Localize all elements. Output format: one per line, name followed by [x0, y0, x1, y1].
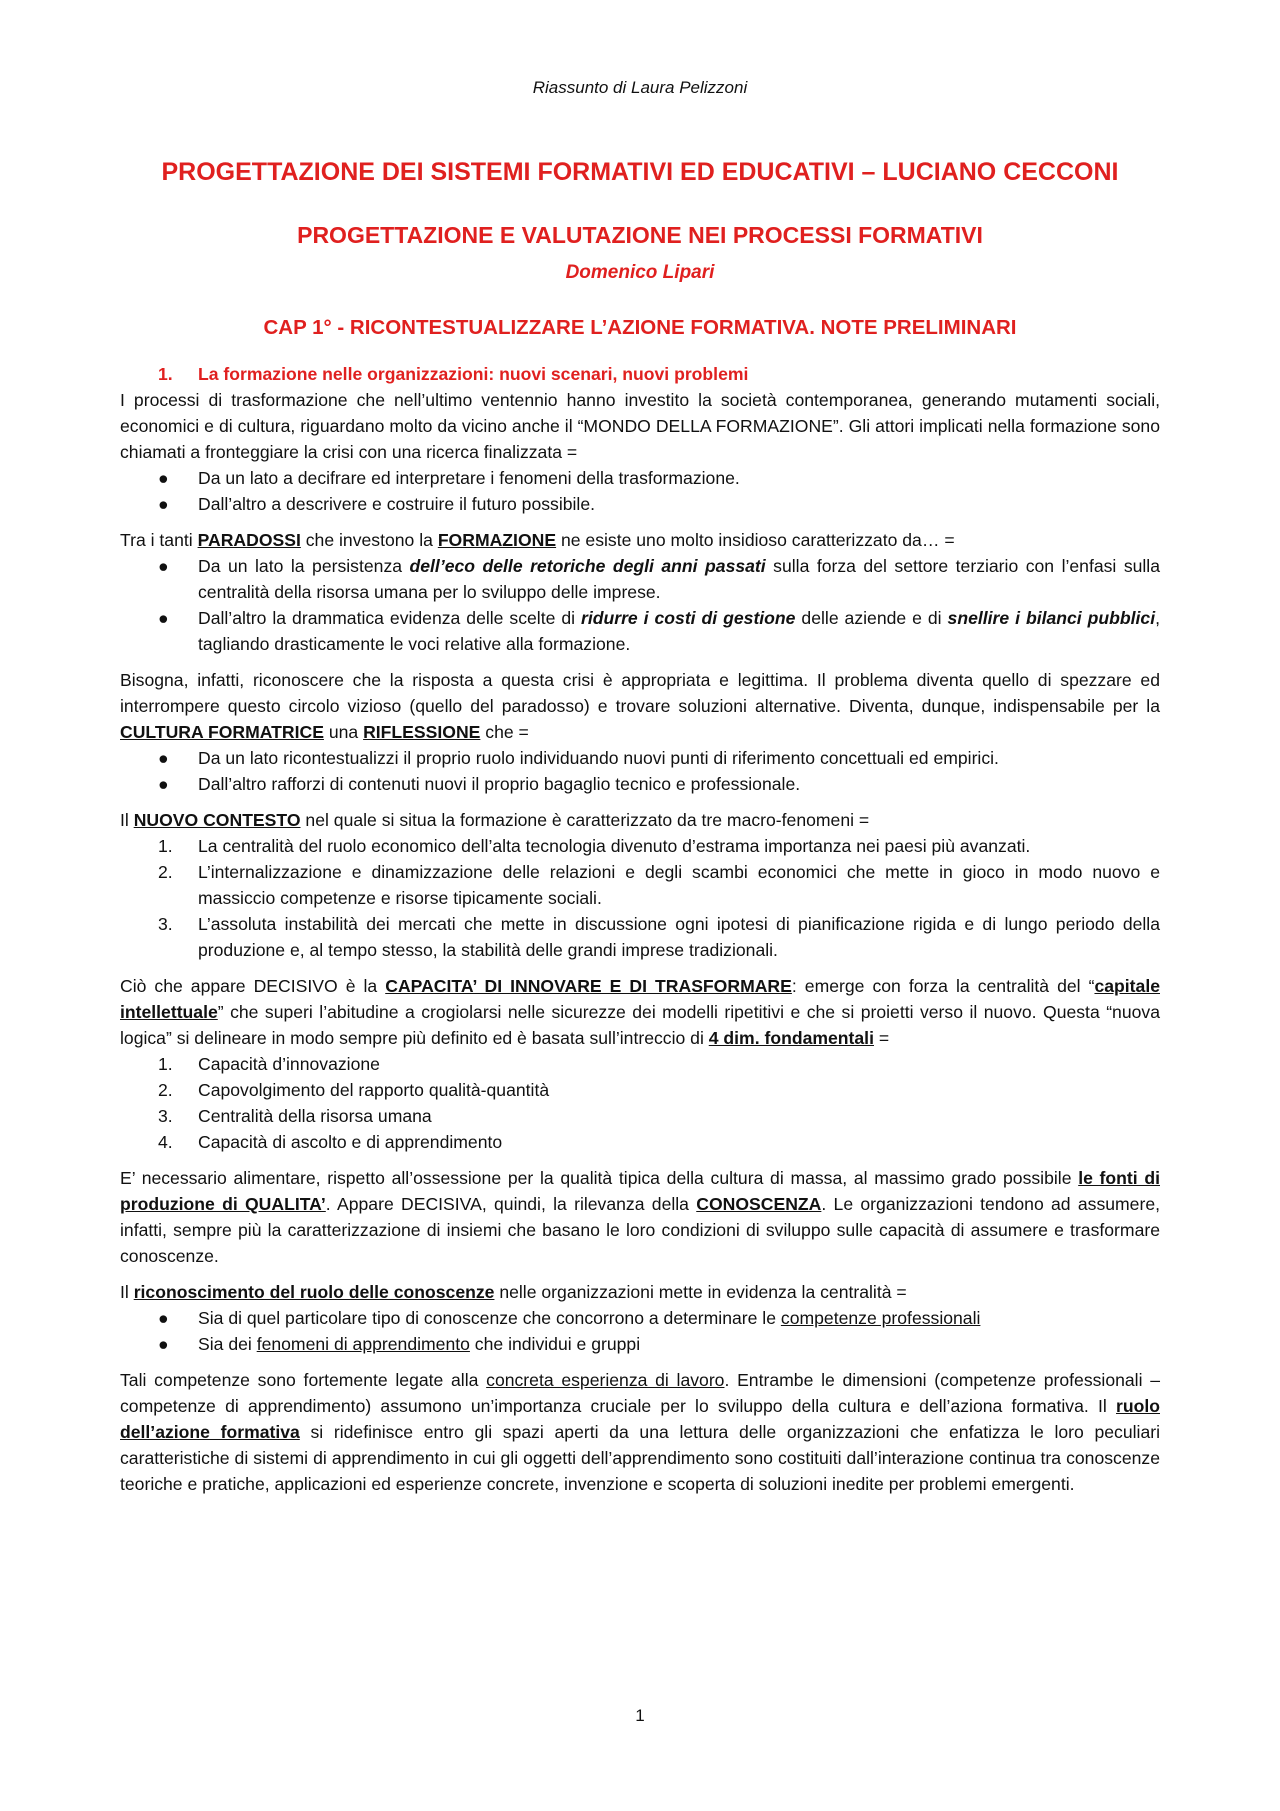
list-item: ● Sia di quel particolare tipo di conoscenze che concorrono a determinare le competenze professionali — [120, 1305, 1160, 1331]
paragraph-3: Bisogna, infatti, riconoscere che la risposta a questa crisi è appropriata e legittima. Il problema diventa quello di spezzare ed interrompere questo circolo vizioso (quello del paradosso) e trovare soluzioni alternative. Diventa, dunque, indispensabile per la CULTURA FORMATRICE una RIFLESSIONE che = — [120, 670, 1160, 742]
bullet-icon: ● — [158, 608, 169, 628]
running-header: Riassunto di Laura Pelizzoni — [532, 78, 748, 97]
numbered-list-2 — [120, 1051, 1160, 1155]
list-item: ● Da un lato a decifrare ed interpretare i fenomeni della trasformazione. — [120, 465, 1160, 491]
paragraph-2: Tra i tanti PARADOSSI che investono la FORMAZIONE ne esiste uno molto insidioso caratterizzato da… = — [120, 530, 955, 550]
author-name: Domenico Lipari — [565, 262, 715, 283]
section-number: 1. — [158, 364, 173, 384]
list-item: ● Da un lato ricontestualizzi il proprio ruolo individuando nuovi punti di riferimento concettuali ed empirici. — [120, 745, 1160, 771]
paragraph-6: E’ necessario alimentare, rispetto all’ossessione per la qualità tipica della cultura di massa, al massimo grado possibile le fonti di produzione di QUALITA’. Appare DECISIVA, quindi, la rilevanza della CONOSCENZA. Le organizzazioni tendono ad assumere, infatti, sempre più la caratterizzazione di insiemi che basano le loro condizioni di sviluppo sulle capacità di assumere e trasformare conoscenze. — [120, 1168, 1161, 1266]
paragraph-4: Il NUOVO CONTESTO nel quale si situa la formazione è caratterizzato da tre macro-fenomeni = — [120, 810, 870, 830]
bullet-icon: ● — [158, 748, 169, 768]
bullet-list-2 — [120, 553, 1160, 657]
section-heading — [120, 361, 1160, 387]
list-item: 1. Capacità d’innovazione — [158, 1054, 380, 1074]
document-page — [120, 0, 1160, 1811]
paragraph-5: Ciò che appare DECISIVO è la CAPACITA’ DI INNOVARE E DI TRASFORMARE: emerge con forza la centralità del “capitale intellettuale” che superi l’abitudine a crogiolarsi nelle sicurezze dei modelli ripetitivi e che si proietti verso il nuovo. Questa “nuova logica” si delineare in modo sempre più definito ed è basata sull’intreccio di 4 dim. fondamentali = — [120, 976, 1160, 1048]
document-body — [120, 361, 1160, 1497]
paragraph-1: I processi di trasformazione che nell’ultimo ventennio hanno investito la società contemporanea, generando mutamenti sociali, economici e di cultura, riguardano molto da vicino anche il “MONDO DELLA FORMAZIONE”. Gli attori implicati nella formazione sono chiamati a fronteggiare la crisi con una ricerca finalizzata = — [120, 390, 1160, 462]
paragraph-8: Tali competenze sono fortemente legate alla concreta esperienza di lavoro. Entrambe le dimensioni (competenze professionali – competenze di apprendimento) assumono un’importanza cruciale per lo sviluppo della cultura e dell’aziona formativa. Il ruolo dell’azione formativa si ridefinisce entro gli spazi aperti da una lettura delle organizzazioni che enfatizza le loro peculiari caratteristiche di sistemi di apprendimento in cui gli oggetti dell’apprendimento sono costituiti dall’interazione continua tra conoscenze teoriche e pratiche, applicazioni ed esperienze concrete, invenzione e scoperta di soluzioni inedite per problemi emergenti. — [120, 1370, 1161, 1494]
bullet-icon: ● — [158, 1334, 169, 1354]
list-item: 3. L’assoluta instabilità dei mercati che mette in discussione ogni ipotesi di pianificazione rigida e di lungo periodo della produzione e, al tempo stesso, la stabilità delle grandi imprese tradizionali. — [158, 914, 1160, 960]
list-item: ● Dall’altro rafforzi di contenuti nuovi il proprio bagaglio tecnico e professionale. — [120, 771, 1160, 797]
bullet-list-1 — [120, 465, 1160, 517]
list-item: ● Dall’altro a descrivere e costruire il futuro possibile. — [120, 491, 1160, 517]
main-title: PROGETTAZIONE DEI SISTEMI FORMATIVI ED EDUCATIVI – LUCIANO CECCONI — [161, 158, 1119, 186]
list-item: 3. Centralità della risorsa umana — [158, 1106, 432, 1126]
list-item: 2. Capovolgimento del rapporto qualità-quantità — [158, 1080, 550, 1100]
bullet-list-3 — [120, 745, 1160, 797]
bullet-icon: ● — [158, 468, 169, 488]
sub-title: PROGETTAZIONE E VALUTAZIONE NEI PROCESSI FORMATIVI — [297, 222, 983, 248]
list-item: 4. Capacità di ascolto e di apprendimento — [158, 1132, 503, 1152]
list-item: ● Dall’altro la drammatica evidenza delle scelte di ridurre i costi di gestione delle aziende e di snellire i bilanci pubblici, tagliando drasticamente le voci relative alla formazione. — [120, 605, 1160, 657]
bullet-icon: ● — [158, 494, 169, 514]
list-item: ● Da un lato la persistenza dell’eco delle retoriche degli anni passati sulla forza del settore terziario con l’enfasi sulla centralità della risorsa umana per lo sviluppo delle imprese. — [120, 553, 1160, 605]
bullet-list-4 — [120, 1305, 1160, 1357]
list-item: 2. L’internalizzazione e dinamizzazione delle relazioni e degli scambi economici che mette in gioco in modo nuovo e massiccio competenze e risorse tipicamente sociali. — [158, 862, 1160, 908]
bullet-icon: ● — [158, 774, 169, 794]
bullet-icon: ● — [158, 1308, 169, 1328]
paragraph-7: Il riconoscimento del ruolo delle conoscenze nelle organizzazioni mette in evidenza la centralità = — [120, 1282, 907, 1302]
page-number: 1 — [635, 1706, 645, 1725]
numbered-list-1 — [120, 833, 1160, 963]
bullet-icon: ● — [158, 556, 169, 576]
section-title: La formazione nelle organizzazioni: nuovi scenari, nuovi problemi — [198, 364, 749, 384]
list-item: 1. La centralità del ruolo economico dell’alta tecnologia divenuto d’estrama importanza nei paesi più avanzati. — [158, 836, 1031, 856]
chapter-title: CAP 1° - RICONTESTUALIZZARE L’AZIONE FORMATIVA. NOTE PRELIMINARI — [263, 316, 1017, 339]
list-item: ● Sia dei fenomeni di apprendimento che individui e gruppi — [120, 1331, 1160, 1357]
